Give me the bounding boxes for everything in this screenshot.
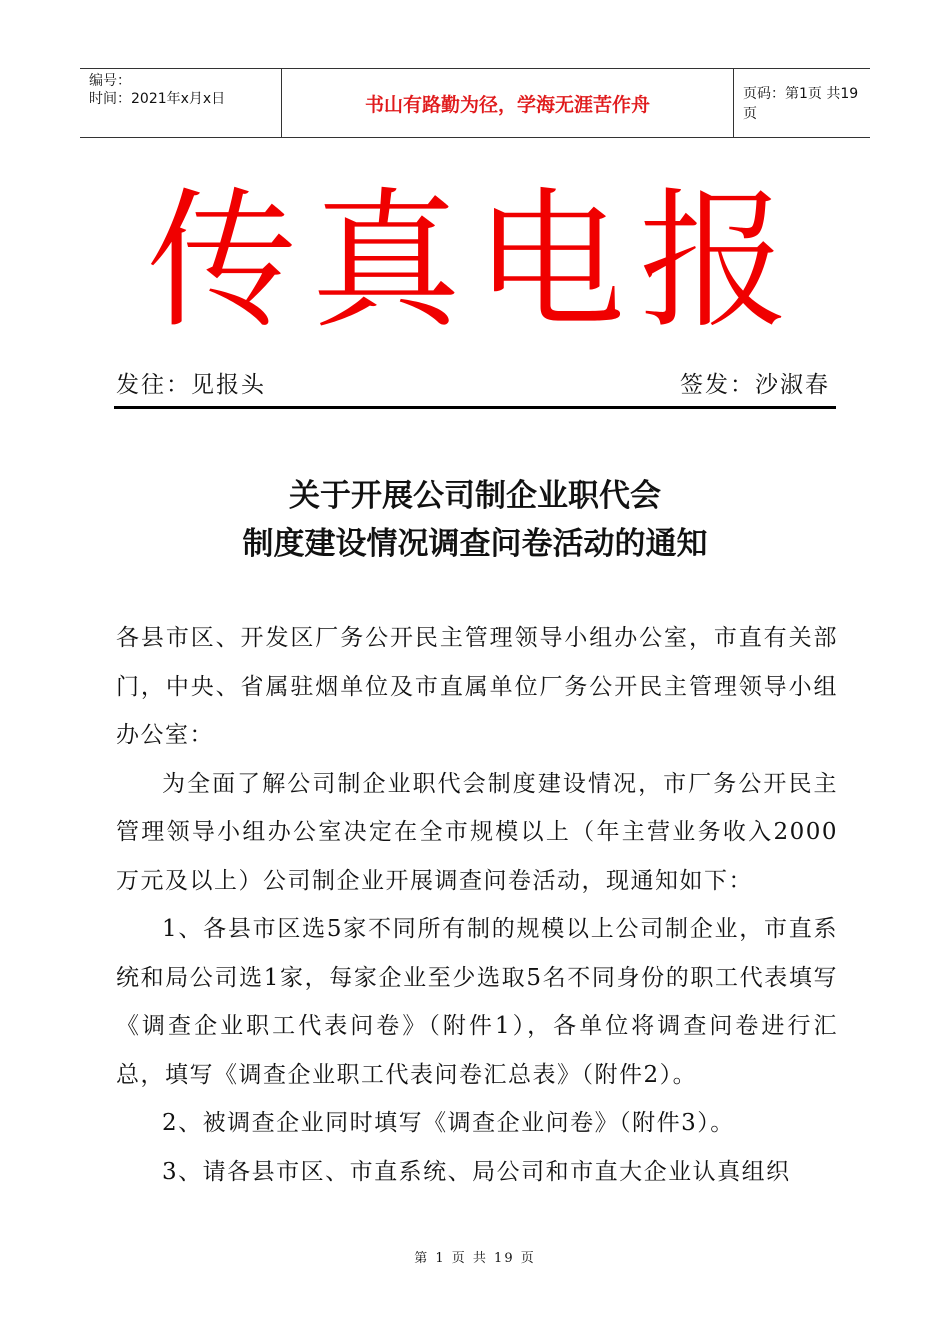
paragraph-item-3: 3、请各县市区、市直系统、局公司和市直大企业认真组织 xyxy=(162,1158,791,1185)
header-divider xyxy=(114,406,836,409)
header-table xyxy=(80,68,870,138)
header-meta-cell xyxy=(80,69,282,137)
paragraph-item-2: 2、被调查企业同时填写《调查企业问卷》（附件3）。 xyxy=(162,1110,735,1136)
fax-title: 传真电报 xyxy=(146,175,803,349)
doc-title-line2: 制度建设情况调查问卷活动的通知 xyxy=(242,526,708,562)
document-body xyxy=(116,614,838,1196)
paragraph-intro: 为全面了解公司制企业职代会制度建设情况，市厂务公开民主管理领导小组办公室决定在全市规模以上（年主营业务收入2000万元及以上）公司制企业开展调查问卷活动，现通知如下： xyxy=(116,770,838,894)
number-label: 编号： xyxy=(89,73,131,89)
paragraph-item-1: 1、各县市区选5家不同所有制的规模以上公司制企业，市直系统和局公司选1家，每家企业至少选取5名不同身份的职工代表填写《调查企业职工代表问卷》（附件1），各单位将调查问卷进行汇总，填写《调查企业职工代表问卷汇总表》（附件2）。 xyxy=(116,916,838,1088)
doc-title-line1: 关于开展公司制企业职代会 xyxy=(289,478,661,514)
send-to: 发往：见报头 xyxy=(116,372,266,398)
motto: 书山有路勤为径，学海无涯苦作舟 xyxy=(364,93,650,116)
paragraph-addressee: 各县市区、开发区厂务公开民主管理领导小组办公室，市直有关部门，中央、省属驻烟单位及市直属单位厂务公开民主管理领导小组办公室： xyxy=(116,625,838,748)
header-motto-cell xyxy=(282,69,734,137)
time-label: 时间：2021年x月x日 xyxy=(89,91,226,107)
page-label: 页码：第1页 共19页 xyxy=(743,86,859,122)
signed-by: 签发：沙淑春 xyxy=(680,372,830,398)
page-footer: 第 1 页 共 19 页 xyxy=(414,1251,536,1266)
header-page-cell xyxy=(734,69,870,137)
